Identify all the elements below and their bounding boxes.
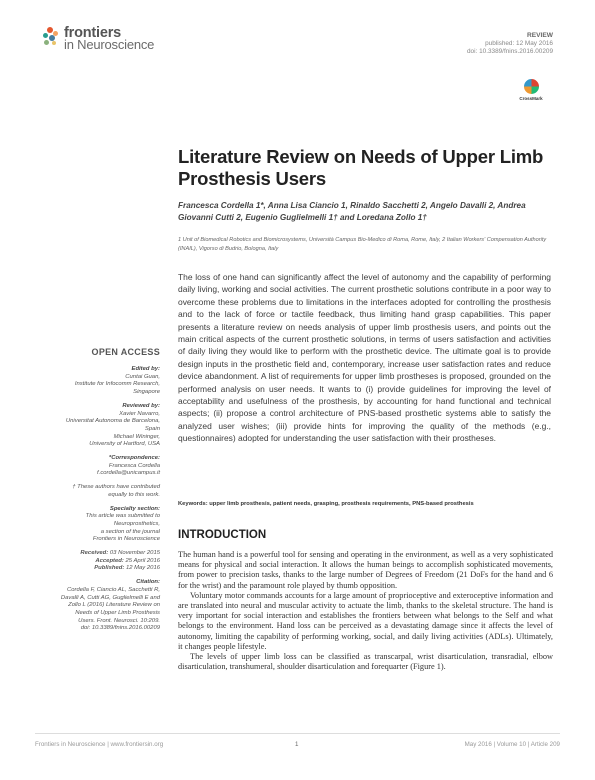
logo-word: frontiers [64,25,122,41]
affiliations: 1 Unit of Biomedical Robotics and Biomicrosystems, Università Campus Bio-Medico di Roma, Rome, Italy, 2 Italian Workers' Compensation Authority (INAIL), Vigorso di Budrio, Bologna, Italy [178,237,547,252]
logo-subtitle: in Neuroscience [64,37,155,52]
citation-line: Zollo L (2016) Literature Review on [68,602,160,609]
citation-line: Cordella F, Ciancio AL, Sacchetti R, [67,586,160,593]
doi[interactable]: doi: 10.3389/fnins.2016.00209 [467,48,553,56]
note-line: equally to this work. [108,491,160,498]
author-list: Francesca Cordella 1*, Anna Lisa Ciancio 1, Rinaldo Sacchetti 2, Angelo Davalli 2, Andrea Giovanni Cutti 2, Eugenio Guglielmelli 1† and Loredana Zollo 1† [178,201,526,222]
intro-paragraph: Voluntary motor commands accounts for a large amount of proprioceptive and exteroceptive information and are translated into neural and muscular activity to actuate the limb, thanks to the skeletal structure. The hand is very important for social interaction and establishes the frontiers between what belongs to the Self and what belongs to the environment. Hand loss can be perceived as a devastating damage since it affects the level of autonomy, limiting the capability of performing working, social, and daily living activities (ADLs). Ultimately, it changes people lifestyle. [178,590,553,651]
frontiers-logo-icon [42,27,60,49]
published-date: published: 12 May 2016 [485,40,553,48]
abstract: The loss of one hand can significantly affect the level of autonomy and the capability of performing daily living, working and social activities. The current prosthetic solutions contribute in a poor way to overcome these problems due to limitations in the interfaces adopted for controlling the prosthesis and to the lack of force or tactile feedback, thus limiting hand grasp capabilities. This paper presents a literature review on needs analysis of upper limb prosthesis users, and points out the main critical aspects of the current prosthetic solutions, in terms of users satisfaction and activities of daily living they would like to perform with the prosthetic device. The ultimate goal is to provide design inputs in the prosthetic field and, contemporary, increase user satisfaction rates and reduce device abandonment. A list of requirements for upper limb prostheses is proposed, grounded on the performed analysis on user needs. It wants to (i) provide guidelines for improving the level of acceptability and usefulness of the prosthesis, by accounting for hand functional and technical aspects; (ii) propose a control architecture of PNS-based prosthetic systems able to satisfy the analyzed user wishes; (iii) provide hints for improving the quality of the methods (e.g., questionnaires) adopted for understanding the user satisfaction with their prostheses. [178,272,551,444]
reviewer-line: Universitat Autonoma de Barcelona, [65,418,160,425]
open-access-label: OPEN ACCESS [91,347,160,357]
specialty-line: This article was submitted to [85,513,160,520]
specialty-line: Frontiers in Neuroscience [92,536,160,543]
reviewer-line: Xavier Navarro, [119,410,160,417]
citation-line: Needs of Upper Limb Prosthesis [75,609,160,616]
keywords-list: upper limb prosthesis, patient needs, grasping, prosthesis requirements, PNS-based prosthesis [209,501,474,507]
dates [30,550,160,573]
citation-line[interactable]: doi: 10.3389/fnins.2016.00209 [80,625,160,632]
journal-logo[interactable] [42,27,154,51]
specialty-section-label: Specialty section: [109,505,160,512]
crossmark-icon [524,79,539,94]
specialty-line: a section of the journal [100,528,160,535]
received-date: Received: 03 November 2015 [80,550,160,557]
correspondence-name: Francesca Cordella [108,462,160,469]
keywords [178,501,551,507]
published-date-sidebar: Published: 12 May 2016 [94,565,160,572]
editor-line: Institute for Infocomm Research, [74,381,160,388]
footer-divider [35,733,560,734]
citation-line: Davalli A, Cutti AG, Guglielmelli E and [60,594,160,601]
reviewed-by-label: Reviewed by: [122,402,160,409]
equal-contribution-note [30,484,160,499]
introduction-body [178,550,553,672]
note-line: † These authors have contributed [72,484,160,491]
correspondence-label: *Correspondence: [108,455,160,462]
editor-line: Singapore [133,389,160,396]
citation-line: Users. Front. Neurosci. 10:209. [78,617,160,624]
keywords-label: Keywords: [178,501,208,507]
article-type: REVIEW [526,32,553,39]
intro-paragraph: The human hand is a powerful tool for sensing and operating in the environment, as well as a very sophisticated means for physical and social interaction. It allows the human beings to accomplish sophisticated movements, from power to precision tasks, thanks to the large number of Degrees of Freedom (21 DoFs for the hand and 6 for the wrist) and the paramount role played by thumb opposition. [178,550,553,590]
reviewer-line: University of Hartford, USA [89,441,160,448]
specialty-line: Neuroprosthetics, [113,520,160,527]
crossmark-badge[interactable] [519,79,543,101]
page-number: 1 [295,741,299,748]
editor-line: Cuntai Guan, [125,373,160,380]
reviewer-line: Michael Wininger, [113,433,160,440]
citation-label: Citation: [136,579,160,586]
accepted-date: Accepted: 25 April 2016 [95,557,160,564]
correspondence-email[interactable]: f.cordella@unicampus.it [97,470,160,477]
edited-by-label: Edited by: [131,366,160,372]
crossmark-label: CrossMark [519,96,543,101]
footer-issue: May 2016 | Volume 10 | Article 209 [464,741,560,748]
article-sidebar [30,366,160,633]
reviewer-line: Spain [144,425,160,432]
article-meta [467,32,553,57]
section-heading-introduction: INTRODUCTION [178,529,267,541]
intro-paragraph: The levels of upper limb loss can be classified as transcarpal, wrist disarticulation, transradial, elbow disarticulation, transhumeral, shoulder disarticulation and forequarter (Figure 1). [178,652,553,672]
article-title: Literature Review on Needs of Upper Limb Prosthesis Users [178,146,544,189]
footer-journal[interactable]: Frontiers in Neuroscience | www.frontiersin.org [35,741,164,748]
